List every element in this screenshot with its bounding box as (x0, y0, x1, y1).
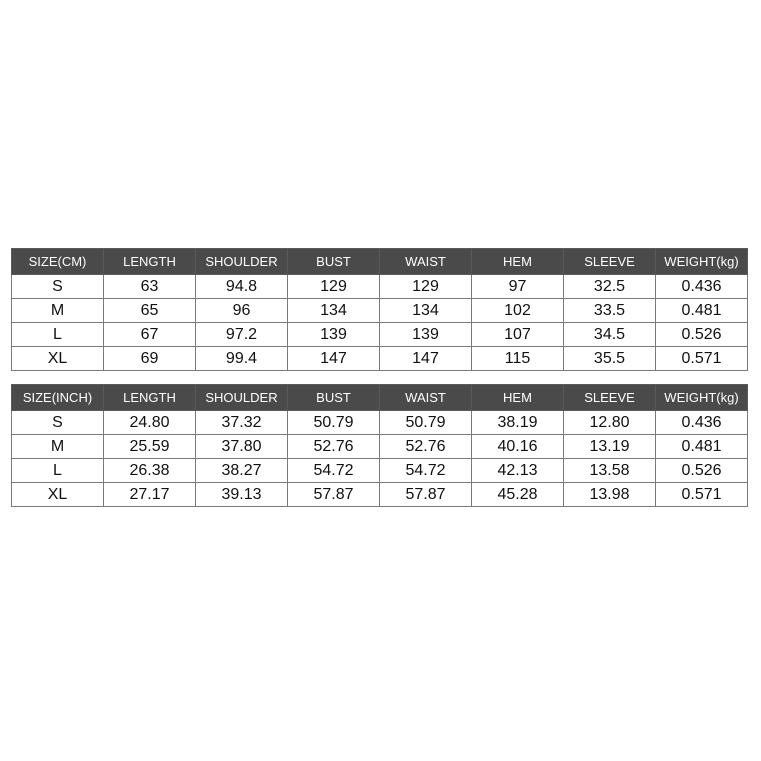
header-bust: BUST (288, 385, 380, 411)
header-sleeve: SLEEVE (564, 385, 656, 411)
header-length: LENGTH (104, 385, 196, 411)
table-row (12, 323, 748, 347)
cell-size: M (12, 299, 104, 323)
cell-length: 67 (104, 323, 196, 347)
cell-hem: 102 (472, 299, 564, 323)
cell-shoulder: 39.13 (196, 483, 288, 507)
cell-sleeve: 12.80 (564, 411, 656, 435)
cell-bust: 134 (288, 299, 380, 323)
cell-length: 24.80 (104, 411, 196, 435)
cell-weight: 0.571 (656, 483, 748, 507)
header-bust: BUST (288, 249, 380, 275)
cell-sleeve: 34.5 (564, 323, 656, 347)
cell-weight: 0.526 (656, 323, 748, 347)
header-length: LENGTH (104, 249, 196, 275)
header-row (12, 249, 748, 275)
header-hem: HEM (472, 385, 564, 411)
cell-hem: 38.19 (472, 411, 564, 435)
header-weight: WEIGHT(kg) (656, 249, 748, 275)
cell-waist: 52.76 (380, 435, 472, 459)
header-sleeve: SLEEVE (564, 249, 656, 275)
cell-bust: 57.87 (288, 483, 380, 507)
cell-bust: 129 (288, 275, 380, 299)
table-row (12, 411, 748, 435)
cell-length: 26.38 (104, 459, 196, 483)
size-table-cm (11, 248, 748, 371)
cell-size: M (12, 435, 104, 459)
cell-shoulder: 37.32 (196, 411, 288, 435)
cell-shoulder: 97.2 (196, 323, 288, 347)
table-row (12, 299, 748, 323)
cell-weight: 0.436 (656, 411, 748, 435)
cell-size: L (12, 459, 104, 483)
cell-bust: 52.76 (288, 435, 380, 459)
cell-waist: 139 (380, 323, 472, 347)
cell-sleeve: 13.19 (564, 435, 656, 459)
cell-size: XL (12, 483, 104, 507)
cell-weight: 0.481 (656, 299, 748, 323)
cell-shoulder: 99.4 (196, 347, 288, 371)
cell-waist: 134 (380, 299, 472, 323)
header-shoulder: SHOULDER (196, 385, 288, 411)
header-waist: WAIST (380, 385, 472, 411)
cell-hem: 115 (472, 347, 564, 371)
table-row (12, 459, 748, 483)
cell-bust: 50.79 (288, 411, 380, 435)
table-row (12, 275, 748, 299)
cell-bust: 147 (288, 347, 380, 371)
cell-length: 65 (104, 299, 196, 323)
header-size: SIZE(CM) (12, 249, 104, 275)
cell-shoulder: 96 (196, 299, 288, 323)
cell-length: 27.17 (104, 483, 196, 507)
cell-length: 63 (104, 275, 196, 299)
header-row (12, 385, 748, 411)
cell-hem: 107 (472, 323, 564, 347)
cell-waist: 147 (380, 347, 472, 371)
cell-shoulder: 37.80 (196, 435, 288, 459)
cell-length: 25.59 (104, 435, 196, 459)
header-weight: WEIGHT(kg) (656, 385, 748, 411)
cell-bust: 54.72 (288, 459, 380, 483)
cell-size: S (12, 411, 104, 435)
cell-size: XL (12, 347, 104, 371)
cell-weight: 0.571 (656, 347, 748, 371)
cell-hem: 40.16 (472, 435, 564, 459)
header-waist: WAIST (380, 249, 472, 275)
cell-hem: 45.28 (472, 483, 564, 507)
cell-waist: 57.87 (380, 483, 472, 507)
cell-hem: 42.13 (472, 459, 564, 483)
table-row (12, 483, 748, 507)
cell-sleeve: 13.98 (564, 483, 656, 507)
cell-weight: 0.526 (656, 459, 748, 483)
cell-bust: 139 (288, 323, 380, 347)
cell-sleeve: 32.5 (564, 275, 656, 299)
cell-size: L (12, 323, 104, 347)
cell-weight: 0.481 (656, 435, 748, 459)
cell-shoulder: 38.27 (196, 459, 288, 483)
cell-sleeve: 35.5 (564, 347, 656, 371)
cell-weight: 0.436 (656, 275, 748, 299)
cell-length: 69 (104, 347, 196, 371)
size-table-inch (11, 384, 748, 507)
cell-waist: 54.72 (380, 459, 472, 483)
cell-sleeve: 13.58 (564, 459, 656, 483)
cell-hem: 97 (472, 275, 564, 299)
table-row (12, 435, 748, 459)
header-hem: HEM (472, 249, 564, 275)
table-row (12, 347, 748, 371)
cell-sleeve: 33.5 (564, 299, 656, 323)
header-shoulder: SHOULDER (196, 249, 288, 275)
header-size: SIZE(INCH) (12, 385, 104, 411)
cell-waist: 50.79 (380, 411, 472, 435)
cell-size: S (12, 275, 104, 299)
cell-waist: 129 (380, 275, 472, 299)
cell-shoulder: 94.8 (196, 275, 288, 299)
